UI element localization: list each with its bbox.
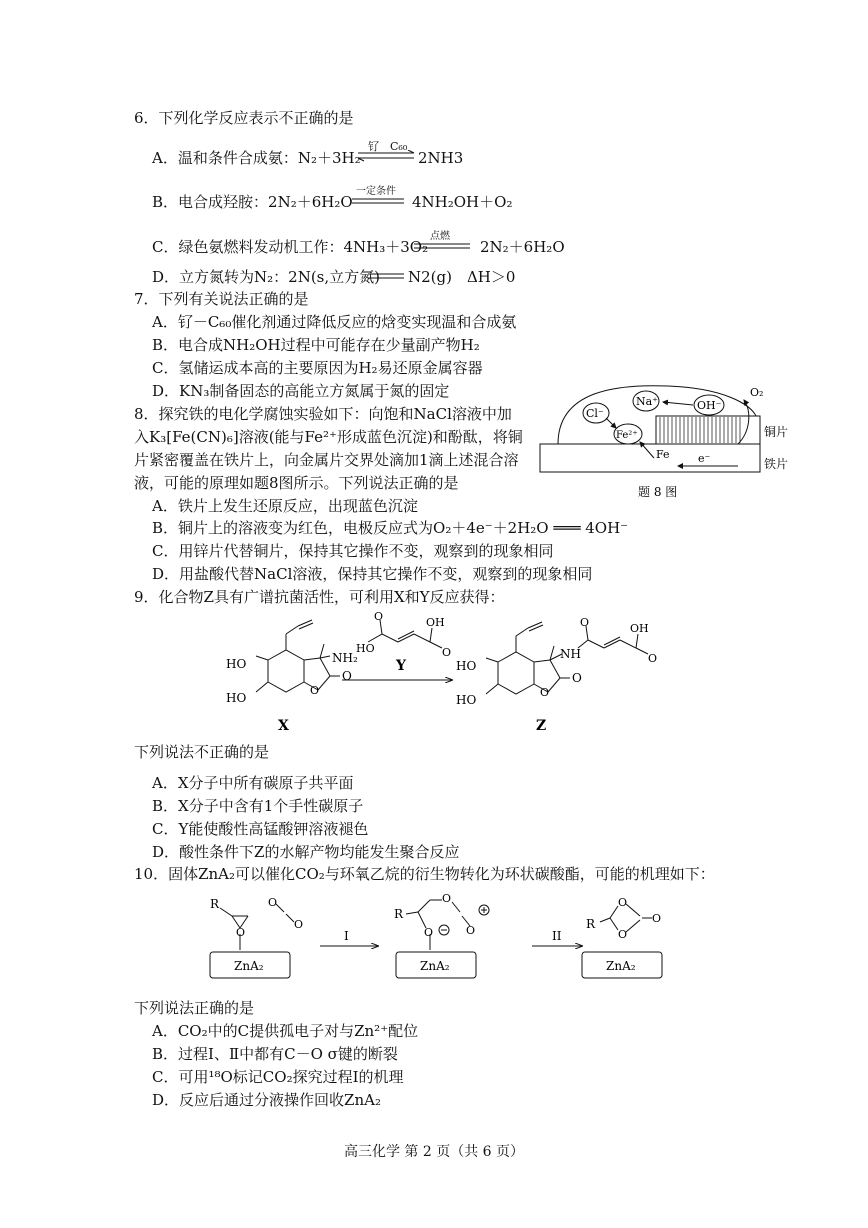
q10-stem: 10．固体ZnA₂可以催化CO₂与环氧乙烷的衍生物转化为环状碳酸酯，可能的机理如下： [134,865,715,883]
electron-label: e⁻ [698,452,711,465]
q8-option-b: B．铜片上的溶液变为红色，电极反应式为O₂＋4e⁻＋2H₂O ═══ 4OH⁻ [152,519,629,537]
q7-option-a: A．钌－C₆₀催化剂通过降低反应的焓变实现温和合成氨 [152,313,517,331]
q6-a-product: 2NH3 [418,149,464,167]
z-acid-o: O [648,652,658,665]
stage3-o-bottom: O [618,928,628,941]
stage2-o-minus: O [424,926,434,939]
q6-b-equals [350,197,406,205]
stage3-o-carbonyl: O [652,912,662,925]
page-footer: 高三化学 第 2 页（共 6 页） [343,1144,525,1160]
q10-option-c: C．可用¹⁸O标记CO₂探究过程Ⅰ的机理 [152,1068,404,1086]
stage1-co2-o2: O [294,918,304,931]
q10-mechanism-scheme [200,888,680,988]
q8-option-d: D．用盐酸代替NaCl溶液，保持其它操作不变，观察到的现象相同 [152,565,593,583]
x-carbonyl-o: O [342,669,352,683]
fe-label: Fe [656,448,670,461]
y-o-right: O [442,646,452,659]
q6-a-condition: 钌 C₆₀ [368,140,408,153]
q7-option-d: D．KN₃制备固态的高能立方氮属于氮的固定 [152,382,450,400]
q8-option-c: C．用锌片代替铜片，保持其它操作不变，观察到的现象相同 [152,542,554,560]
y-oh: OH [426,616,445,629]
q6-a-reversible-arrow [356,150,418,162]
stage2-o-bridge: O [442,892,452,905]
q6-option-d: D．立方氮转为N₂：2N(s,立方氮) [152,268,381,286]
stage2-o-end: O [466,924,476,937]
z-ho-top: HO [456,659,477,673]
q8-figure [538,382,798,500]
stage1-zna2: ZnA₂ [234,959,264,973]
q8-option-a: A．铁片上发生还原反应，出现蓝色沉淀 [152,497,418,515]
q8-stem-line1: 8．探究铁的电化学腐蚀实验如下：向饱和NaCl溶液中加 [134,405,512,423]
q10-option-d: D．反应后通过分液操作回收ZnA₂ [152,1091,381,1109]
stage2-zna2: ZnA₂ [420,959,450,973]
x-nh2: NH₂ [332,651,358,665]
x-ring-o: O [310,684,320,697]
q9-option-d: D．酸性条件下Z的水解产物均能发生聚合反应 [152,843,460,861]
y-o-left: O [374,612,384,623]
q6-c-product: 2N₂＋6H₂O [480,238,565,256]
label-y: Y [396,658,406,674]
label-z: Z [536,718,547,734]
iron-plate [540,444,760,472]
q6-d-product: N2(g) ΔH＞0 [408,268,516,286]
q6-stem: 6．下列化学反应表示不正确的是 [134,109,354,127]
stage3-r: R [586,917,596,931]
q6-b-product: 4NH₂OH＋O₂ [412,193,513,211]
z-amide-o: O [580,616,590,629]
q10-option-b: B．过程Ⅰ、Ⅱ中都有C－O σ键的断裂 [152,1045,398,1063]
stage1-r: R [210,897,220,911]
q9-option-b: B．X分子中含有1个手性碳原子 [152,797,364,815]
q6-c-equals [412,242,472,250]
step2-label: II [552,929,562,943]
z-nh: NH [560,647,581,661]
cl-ion-label: Cl⁻ [586,407,604,420]
figure-8-caption: 题 8 图 [638,485,678,499]
q8-stem-line3: 片紧密覆盖在铁片上，向金属片交界处滴加1滴上述混合溶 [134,451,519,469]
x-ho-bottom: HO [226,691,247,705]
q8-stem-line4: 液，可能的原理如题8图所示。下列说法正确的是 [134,474,459,492]
q6-option-b: B．电合成羟胺：2N₂＋6H₂O [152,193,353,211]
iron-label: 铁片 [764,457,789,471]
q10-sub-stem: 下列说法正确的是 [134,999,255,1017]
oh-ion-label: OH⁻ [697,399,722,412]
fe2-ion-label: Fe²⁺ [616,430,638,441]
y-ho: HO [356,642,375,655]
step1-label: I [344,929,349,943]
q6-a-reactants: A．温和条件合成氨：N₂＋3H₂ [152,149,361,167]
q6-option-a [152,148,361,168]
o2-label: O₂ [750,386,764,399]
na-ion-label: Na⁺ [636,395,658,408]
q6-b-condition: 一定条件 [356,186,396,197]
q7-option-c: C．氢储运成本高的主要原因为H₂易还原金属容器 [152,359,483,377]
x-ho-top: HO [226,657,247,671]
q9-option-a: A．X分子中所有碳原子共平面 [152,774,354,792]
q10-option-a: A．CO₂中的C提供孤电子对与Zn²⁺配位 [152,1022,419,1040]
stage1-co2-o1: O [268,896,278,909]
q6-c-condition: 点燃 [430,231,450,242]
q6-option-c: C．绿色氨燃料发动机工作：4NH₃＋3O₂ [152,238,429,256]
q9-stem: 9．化合物Z具有广谱抗菌活性，可利用X和Y反应获得： [134,588,505,606]
stage2-r: R [394,907,404,921]
z-carbonyl-o: O [572,671,582,685]
q7-option-b: B．电合成NH₂OH过程中可能存在少量副产物H₂ [152,336,480,354]
stage1-epoxide-o: O [236,926,246,939]
q9-option-c: C．Y能使酸性高锰酸钾溶液褪色 [152,820,369,838]
q8-stem-line2: 入K₃[Fe(CN)₆]溶液(能与Fe²⁺形成蓝色沉淀)和酚酞，将铜 [134,428,523,446]
q7-stem: 7．下列有关说法正确的是 [134,290,309,308]
q9-sub-stem: 下列说法不正确的是 [134,743,270,761]
label-x: X [278,718,289,734]
copper-label: 铜片 [764,425,789,439]
z-ho-bottom: HO [456,693,477,707]
stage3-o-top: O [618,896,628,909]
molecule-x [256,620,340,692]
z-oh: OH [630,622,649,635]
q6-d-equals [366,272,406,280]
q9-reaction-scheme [220,612,700,738]
stage3-zna2: ZnA₂ [606,959,636,973]
z-ring-o: O [540,686,550,699]
